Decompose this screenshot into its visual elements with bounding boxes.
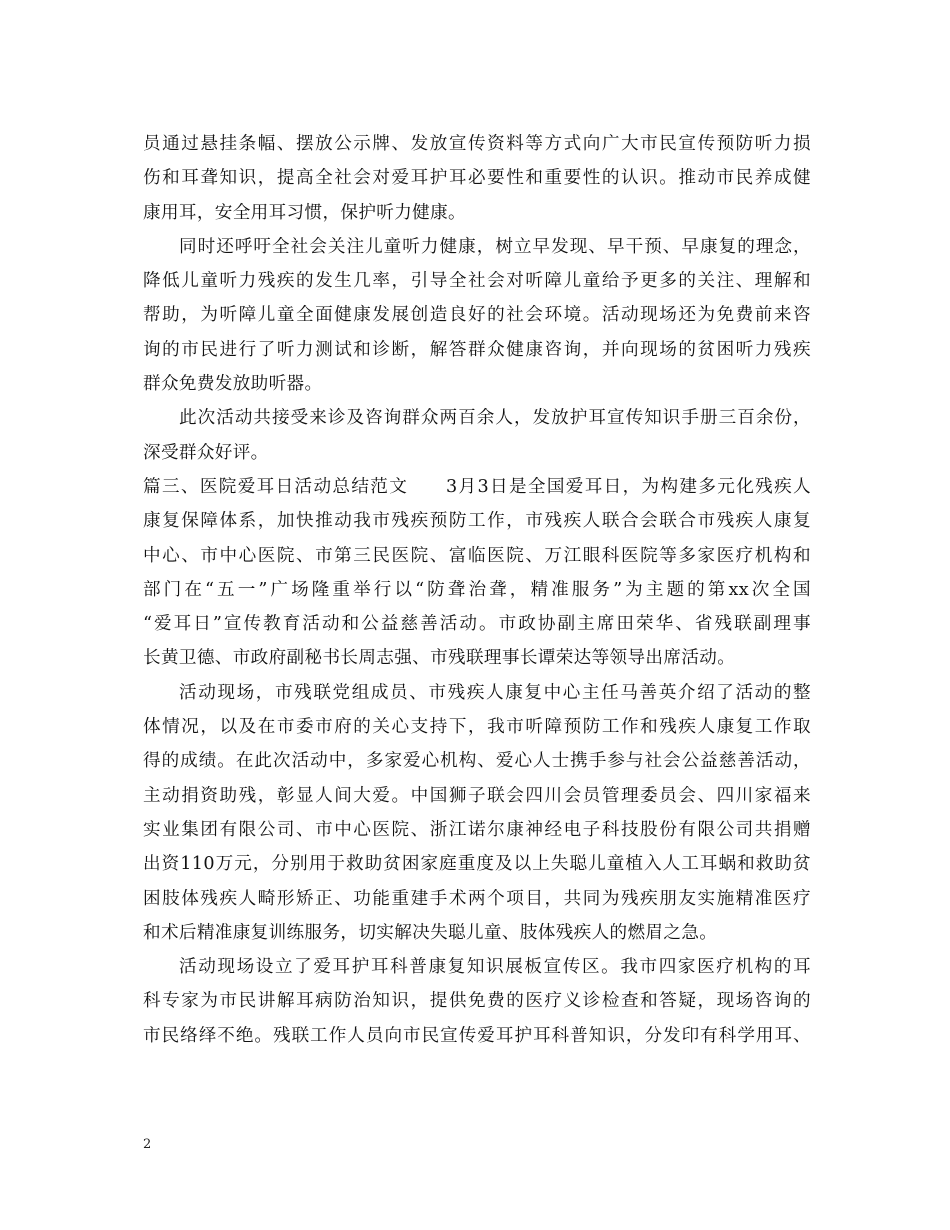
text-line: 康复保障体系，加快推动我市残疾预防工作，市残疾人联合会联合市残疾人康复 [143, 511, 811, 532]
section-heading-line: 篇三、医院爱耳日活动总结范文 3月3日是全国爱耳日，为构建多元化残疾人 [143, 476, 811, 497]
text-line: 此次活动共接受来诊及咨询群众两百余人，发放护耳宣传知识手册三百余份， [179, 408, 811, 429]
text-line: 降低儿童听力残疾的发生几率，引导全社会对听障儿童给予更多的关注、理解和 [143, 271, 811, 292]
body-text [143, 127, 811, 1053]
text-line: 活动现场，市残联党组成员、市残疾人康复中心主任马善英介绍了活动的整 [179, 682, 811, 703]
text-line: 主动捐资助残，彰显人间大爱。中国狮子联会四川会员管理委员会、四川家福来 [143, 785, 811, 806]
text-line: 伤和耳聋知识，提高全社会对爱耳护耳必要性和重要性的认识。推动市民养成健 [143, 168, 811, 189]
text-line: 出资110万元，分别用于救助贫困家庭重度及以上失聪儿童植入人工耳蜗和救助贫 [143, 854, 811, 875]
text-line: 和术后精准康复训练服务，切实解决失聪儿童、肢体残疾人的燃眉之急。 [143, 922, 718, 943]
text-line: 康用耳，安全用耳习惯，保护听力健康。 [143, 202, 466, 223]
text-line: 同时还呼吁全社会关注儿童听力健康，树立早发现、早干预、早康复的理念， [179, 236, 811, 257]
text-line: 员通过悬挂条幅、摆放公示牌、发放宣传资料等方式向广大市民宣传预防听力损 [143, 134, 811, 154]
text-line: 市民络绎不绝。残联工作人员向市民宣传爱耳护耳科普知识，分发印有科学用耳、 [143, 1025, 811, 1046]
text-line: 部门在“五一”广场隆重举行以“防聋治聋，精准服务”为主题的第xx次全国 [143, 579, 811, 600]
text-line: 体情况，以及在市委市府的关心支持下，我市听障预防工作和残疾人康复工作取 [143, 717, 811, 738]
text-line: 中心、市中心医院、市第三民医院、富临医院、万江眼科医院等多家医疗机构和 [143, 545, 811, 566]
text-line: 实业集团有限公司、市中心医院、浙江诺尔康神经电子科技股份有限公司共捐赠 [143, 819, 811, 840]
text-line: “爱耳日”宣传教育活动和公益慈善活动。市政协副主席田荣华、省残联副理事 [143, 614, 811, 635]
text-line: 科专家为市民讲解耳病防治知识，提供免费的医疗义诊检查和答疑，现场咨询的 [143, 991, 811, 1012]
text-line: 群众免费发放助听器。 [143, 374, 323, 395]
text-line: 深受群众好评。 [143, 442, 269, 463]
text-line: 得的成绩。在此次活动中，多家爱心机构、爱心人士携手参与社会公益慈善活动， [143, 751, 811, 772]
text-line: 询的市民进行了听力测试和诊断，解答群众健康咨询，并向现场的贫困听力残疾 [143, 339, 811, 360]
text-line: 长黄卫德、市政府副秘书长周志强、市残联理事长谭荣达等领导出席活动。 [143, 648, 736, 669]
text-line: 活动现场设立了爱耳护耳科普康复知识展板宣传区。我市四家医疗机构的耳 [179, 957, 811, 978]
page-number: 2 [143, 1137, 152, 1152]
text-line: 困肢体残疾人畸形矫正、功能重建手术两个项目，共同为残疾朋友实施精准医疗 [143, 888, 811, 909]
text-line: 帮助，为听障儿童全面健康发展创造良好的社会环境。活动现场还为免费前来咨 [143, 305, 811, 326]
